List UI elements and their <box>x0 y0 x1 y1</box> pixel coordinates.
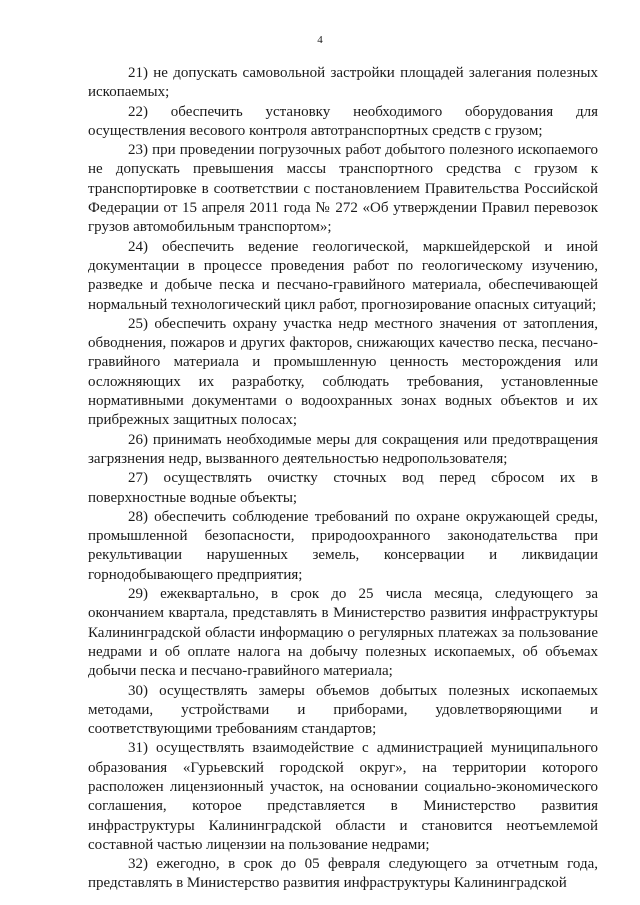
paragraph-item-28: 28) обеспечить соблюдение требований по охране окружающей среды, промышленной безопасности, природоохранного законодательства при рекультивации нарушенных земель, консервации и ликвидации горнодобывающего предприятия; <box>88 508 598 583</box>
page-number: 4 <box>317 34 323 46</box>
paragraph-item-31: 31) осуществлять взаимодействие с администрацией муниципального образования «Гурьевский городской округ», на территории которого расположен лицензионный участок, на основании социально-экономического соглашения, которое представляется в Министерство развития инфраструктуры Калининградской области и становится неотъемлемой составной частью лицензии на пользование недрами; <box>88 740 598 853</box>
paragraph-item-32: 32) ежегодно, в срок до 05 февраля следующего за отчетным года, представлять в Министерство развития инфраструктуры Калининградской <box>88 856 598 892</box>
paragraph-item-22: 22) обеспечить установку необходимого оборудования для осуществления весового контроля автотранспортных средств с грузом; <box>88 103 598 139</box>
document-body <box>88 64 598 894</box>
paragraph-item-27: 27) осуществлять очистку сточных вод перед сбросом их в поверхностные водные объекты; <box>88 470 598 506</box>
paragraph-item-30: 30) осуществлять замеры объемов добытых полезных ископаемых методами, устройствами и приборами, удовлетворяющими и соответствующими требованиям стандартов; <box>88 682 598 738</box>
paragraph-item-23: 23) при проведении погрузочных работ добытого полезного ископаемого не допускать превышения массы транспортного средства с грузом к транспортировке в соответствии с постановлением Правительства Российской Федерации от 15 апреля 2011 года № 272 «Об утверждении Правил перевозок грузов автомобильным транспортом»; <box>88 142 598 236</box>
paragraph-item-25: 25) обеспечить охрану участка недр местного значения от затопления, обводнения, пожаров и других факторов, снижающих качество песка, песчано-гравийного материала и промышленную ценность месторождения или осложняющих их разработку, соблюдать требования, установленные нормативными документами о водоохранных зонах водных объектов и их прибрежных защитных полосах; <box>88 315 598 429</box>
paragraph-item-26: 26) принимать необходимые меры для сокращения или предотвращения загрязнения недр, вызванного деятельностью недропользователя; <box>88 431 598 467</box>
paragraph-item-21: 21) не допускать самовольной застройки площадей залегания полезных ископаемых; <box>88 65 598 101</box>
paragraph-item-24: 24) обеспечить ведение геологической, маркшейдерской и иной документации в процессе проведения работ по геологическому изучению, разведке и добыче песка и песчано-гравийного материала, обеспечивающей нормальный технологический цикл работ, прогнозирование опасных ситуаций; <box>88 238 598 313</box>
paragraph-item-29: 29) ежеквартально, в срок до 25 числа месяца, следующего за окончанием квартала, представлять в Министерство развития инфраструктуры Калининградской области информацию о регулярных платежах за пользование недрами и об оплате налога на добычу полезных ископаемых, об объемах добычи песка и песчано-гравийного материала; <box>88 586 598 680</box>
